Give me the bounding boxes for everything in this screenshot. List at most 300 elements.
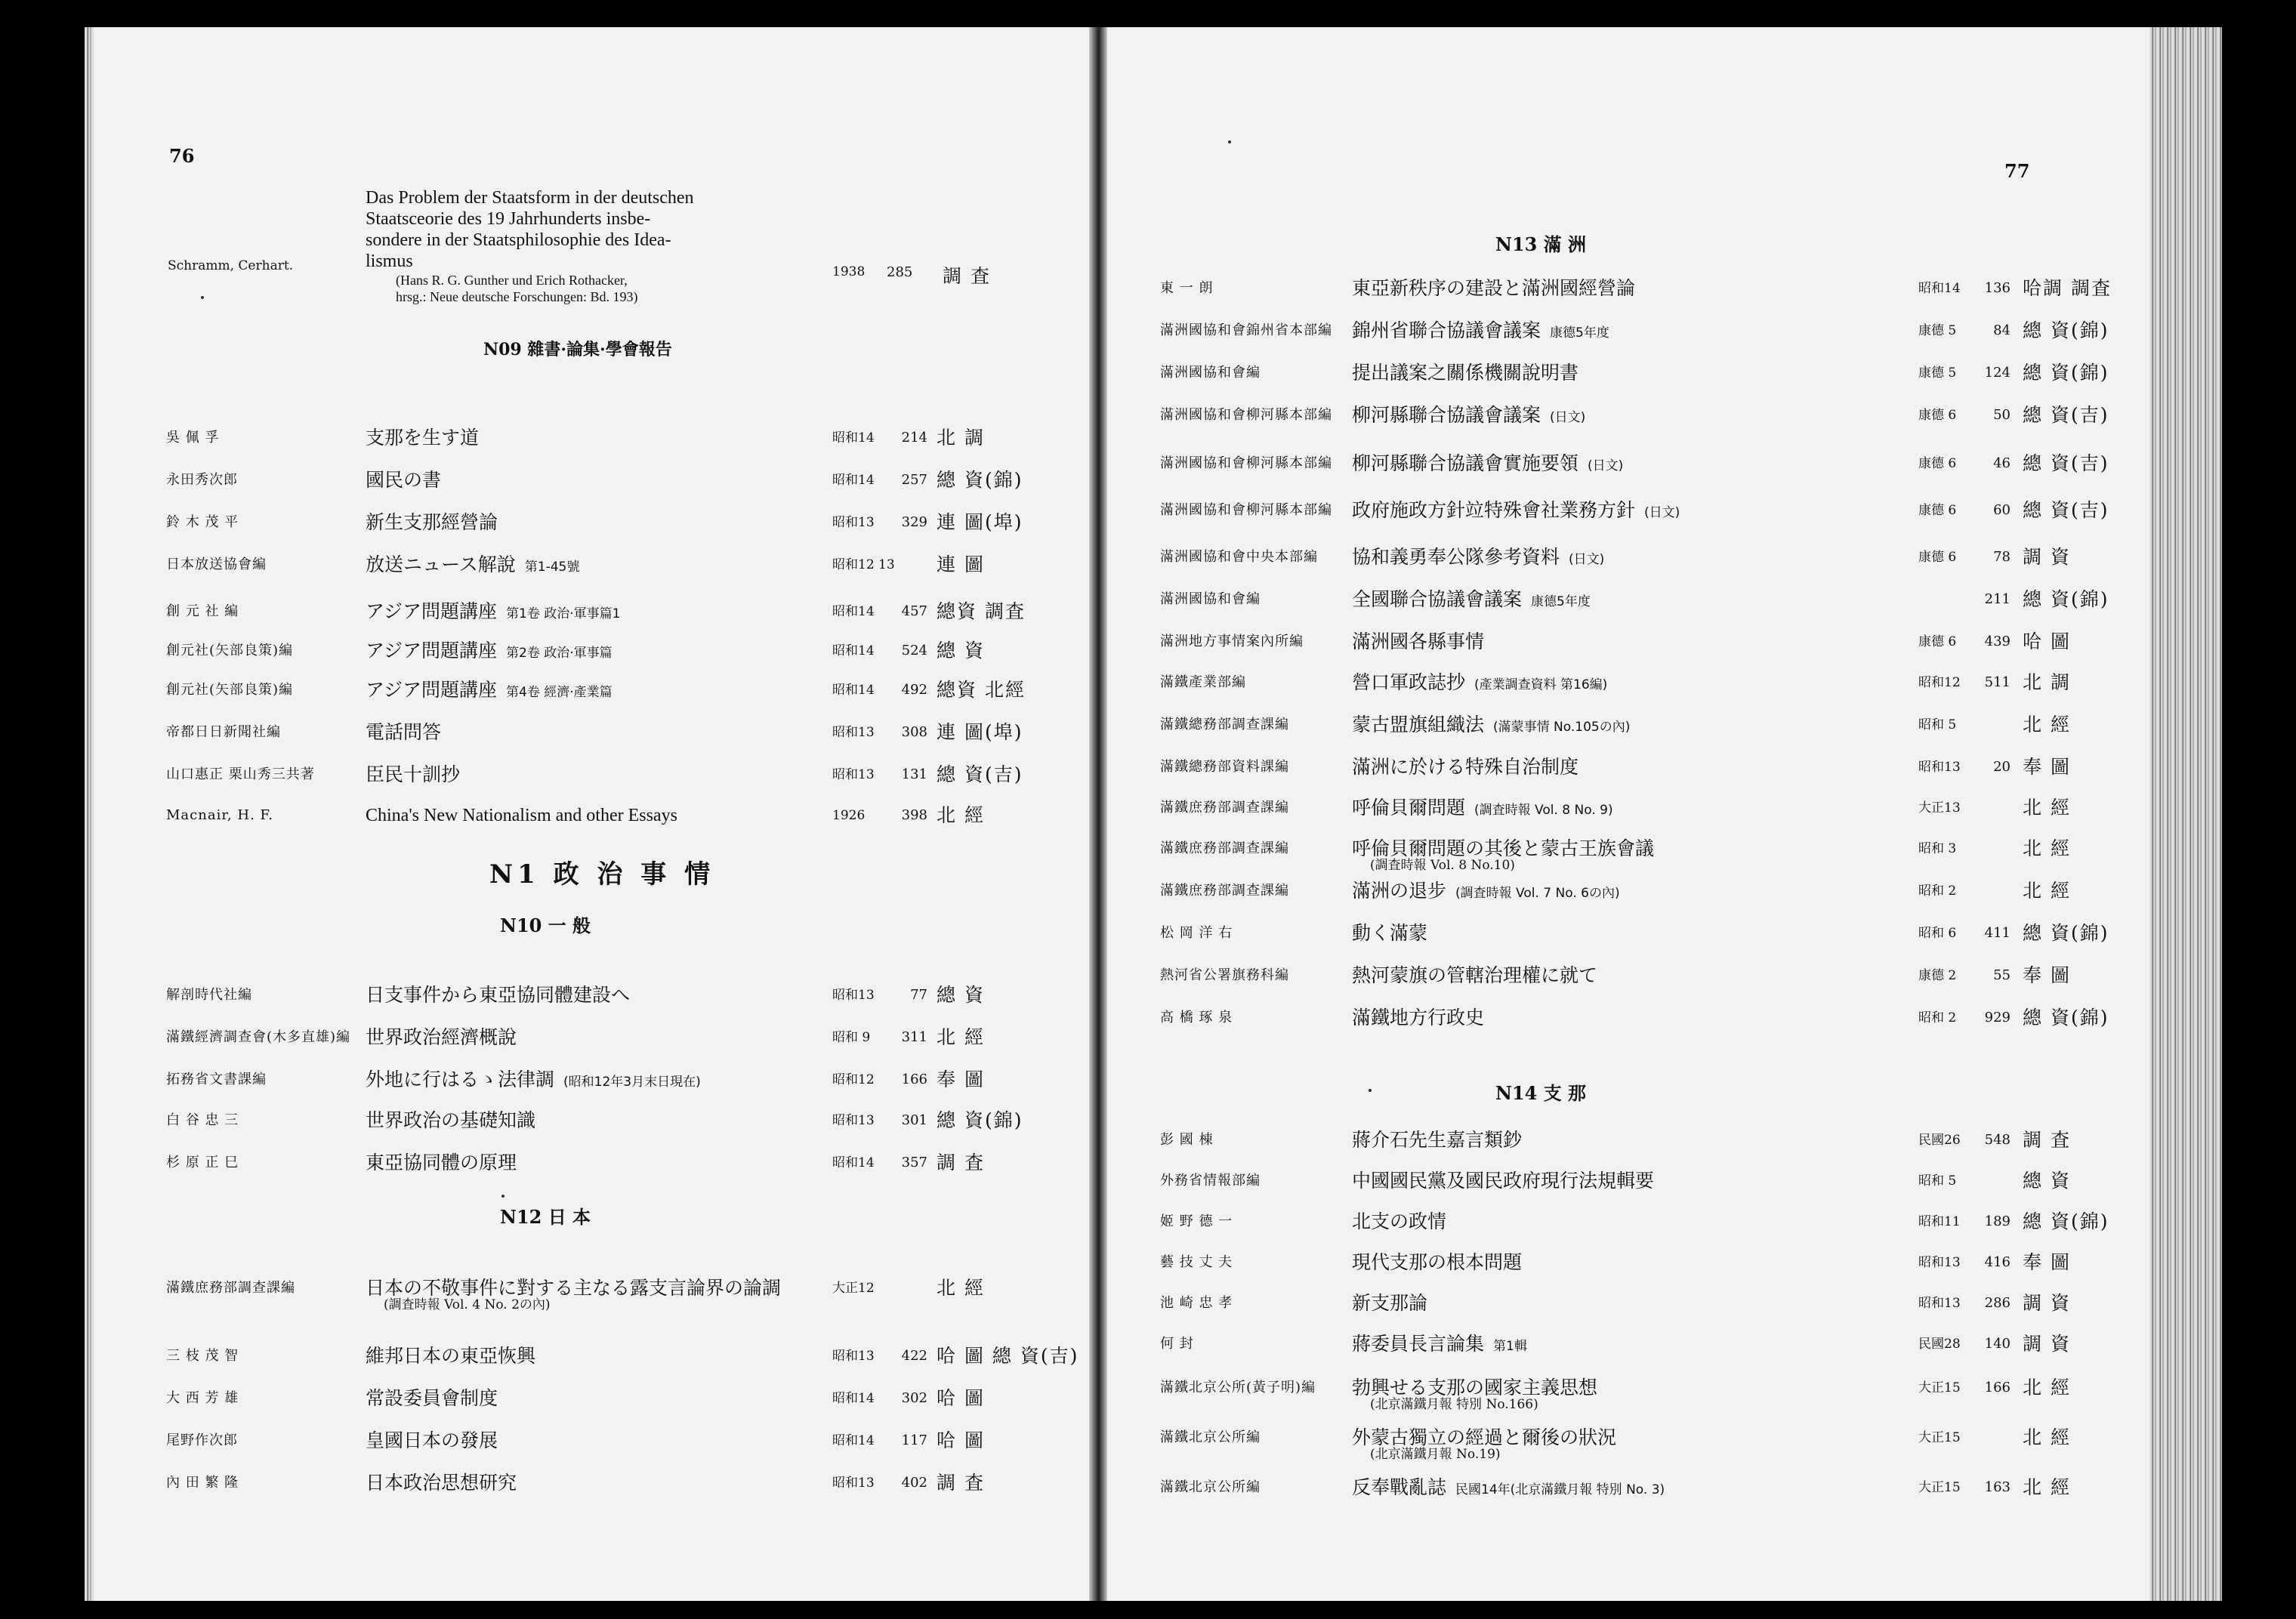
entry-pages: 55	[1993, 967, 2011, 983]
catalog-entry	[1160, 666, 2134, 699]
entry-author: 滿鐵總務部資料課編	[1160, 759, 1289, 775]
entry-location: 哈 圖	[2023, 631, 2071, 652]
entry-year: 昭和12	[832, 1072, 875, 1087]
entry-pages: 285	[887, 264, 913, 280]
entry-location: 總 資(錦)	[2023, 588, 2109, 610]
entry-location: 奉 圖	[2023, 756, 2071, 778]
entry-year: 昭和 9	[832, 1030, 871, 1045]
entry-author: 滿洲國協和會編	[1160, 591, 1261, 607]
entry-title: 電話問答	[366, 721, 442, 743]
catalog-entry	[1160, 625, 2134, 658]
entry-title: 臣民十訓抄	[366, 763, 461, 785]
entry-title: アジア問題講座 第4卷 經濟·產業篇	[366, 679, 613, 701]
catalog-entry	[166, 1021, 1072, 1054]
entry-author: 滿鐵北京公所編	[1160, 1429, 1261, 1445]
entry-title	[366, 187, 694, 305]
entry-pages: 189	[1984, 1213, 2011, 1229]
entry-title: 協和義勇奉公隊參考資料 (日文)	[1352, 546, 1605, 568]
entry-location: 連 圖(埠)	[937, 721, 1023, 743]
entry-year: 大正15	[1918, 1380, 1961, 1395]
entry-title: 呼倫貝爾問題 (調査時報 Vol. 8 No. 9)	[1352, 797, 1613, 819]
entry-title: 支那を生す道	[366, 427, 480, 449]
entry-subtitle: (調査時報 Vol. 8 No.10)	[1370, 858, 1515, 873]
entry-title: 放送ニュース解說 第1-45號	[366, 554, 580, 575]
entry-title-line: sondere in der Staatsphilosophie des Idea-	[366, 230, 671, 250]
catalog-entry	[1160, 494, 2134, 527]
catalog-entry	[166, 716, 1072, 749]
book-gutter	[1089, 27, 1107, 1601]
entry-location: 北 經	[937, 1277, 985, 1299]
page-number-left: 76	[169, 145, 195, 167]
entry-author: Macnair, H. F.	[166, 807, 273, 823]
entry-title: 滿洲國各縣事情	[1352, 631, 1485, 652]
entry-year: 1938	[832, 264, 866, 279]
catalog-entry	[1160, 1124, 2134, 1157]
entry-author: 高 橋 琢 泉	[1160, 1010, 1233, 1025]
catalog-entry	[166, 1104, 1072, 1137]
entry-year: 昭和14	[832, 473, 875, 488]
entry-title: 世界政治經濟概說	[366, 1026, 517, 1048]
catalog-entry	[166, 421, 1072, 455]
entry-pages: 77	[910, 987, 927, 1003]
entry-title: 日本政治思想研究	[366, 1472, 517, 1494]
section-heading: N12 日 本	[500, 1206, 591, 1228]
right-page	[1107, 27, 2149, 1601]
entry-location: 北 經	[937, 1026, 985, 1048]
entry-year: 昭和14	[832, 1391, 875, 1406]
entry-location: 總 資(錦)	[2023, 922, 2109, 944]
catalog-entry	[166, 1063, 1072, 1096]
entry-year: 昭和 2	[1918, 884, 1957, 899]
catalog-entry	[1160, 832, 2134, 873]
entry-year: 大正12	[832, 1281, 875, 1296]
entry-author: 杉 原 正 巳	[166, 1155, 239, 1170]
entry-year: 昭和14	[832, 604, 875, 619]
entry-year: 康德 5	[1918, 323, 1957, 338]
entry-pages: 78	[1993, 549, 2011, 565]
entry-pages: 492	[901, 682, 927, 698]
entry-author: 池 崎 忠 孝	[1160, 1295, 1233, 1311]
catalog-entry	[1160, 272, 2134, 305]
entry-year: 康德 6	[1918, 550, 1957, 565]
entry-pages: 422	[901, 1348, 927, 1364]
entry-title: アジア問題講座 第2卷 政治·軍事篇	[366, 640, 613, 661]
entry-pages: 311	[901, 1029, 927, 1045]
entry-subtitle: (調査時報 Vol. 4 No. 2の內)	[384, 1297, 551, 1312]
catalog-entry	[1160, 917, 2134, 950]
entry-location: 哈 圖	[937, 1429, 985, 1451]
entry-location: 調 資	[2023, 546, 2071, 568]
entry-title: 國民の書	[366, 469, 442, 491]
entry-location: 北 經	[2023, 797, 2071, 819]
entry-title: 皇國日本の發展	[366, 1429, 498, 1451]
entry-author: 內 田 繁 隆	[166, 1475, 239, 1491]
entry-title: 全國聯合協議會議案 康德5年度	[1352, 588, 1591, 610]
entry-title: 新生支那經營論	[366, 511, 498, 533]
entry-location: 調 査	[937, 1152, 985, 1173]
page-number-right: 77	[2004, 160, 2030, 182]
entry-pages: 214	[901, 430, 927, 446]
entry-author: 姬 野 德 一	[1160, 1213, 1233, 1229]
entry-year: 康德 2	[1918, 968, 1957, 983]
entry-title: 蒙古盟旗組織法 (滿蒙事情 No.105の內)	[1352, 714, 1631, 735]
entry-author: 拓務省文書課編	[166, 1072, 267, 1087]
entry-year: 大正15	[1918, 1480, 1961, 1495]
entry-year: 昭和14	[832, 643, 875, 658]
entry-author: 解剖時代社編	[166, 987, 252, 1003]
entry-title: 東亞協同體の原理	[366, 1152, 517, 1173]
entry-year: 大正15	[1918, 1430, 1961, 1445]
entry-title: 提出議案之關係機關說明書	[1352, 362, 1579, 384]
entry-author: 白 谷 忠 三	[166, 1112, 239, 1128]
catalog-entry	[166, 1466, 1072, 1500]
catalog-entry	[1160, 1328, 2134, 1361]
entry-year: 昭和13	[832, 1349, 875, 1364]
entry-pages: 308	[901, 724, 927, 740]
entry-year: 昭和12 13	[832, 557, 895, 572]
entry-pages: 131	[901, 766, 927, 782]
entry-author: 創元社(矢部良策)編	[166, 682, 294, 698]
entry-title: 勃興せる支那の國家主義思想	[1352, 1377, 1598, 1399]
entry-author: 松 岡 洋 右	[1160, 925, 1233, 941]
entry-author: 何 封	[1160, 1336, 1194, 1352]
entry-pages: 548	[1984, 1132, 2011, 1148]
entry-year: 昭和 2	[1918, 1010, 1957, 1025]
entry-note: (滿蒙事情 No.105の內)	[1493, 720, 1631, 735]
entry-location: 調 資	[2023, 1333, 2071, 1355]
entry-title: 滿鐵地方行政史	[1352, 1007, 1485, 1028]
entry-location: 連 圖(埠)	[937, 511, 1023, 533]
entry-note: 第2卷 政治·軍事篇	[506, 646, 613, 661]
entry-location: 總資 調査	[937, 600, 1026, 622]
entry-pages: 457	[901, 603, 927, 619]
catalog-entry	[1160, 541, 2134, 574]
catalog-entry	[1160, 1471, 2134, 1504]
entry-title: アジア問題講座 第1卷 政治·軍事篇1	[366, 600, 621, 622]
entry-year: 昭和13	[832, 767, 875, 782]
catalog-entry	[1160, 314, 2134, 347]
left-page	[94, 27, 1089, 1601]
entry-author: 滿洲國協和會編	[1160, 365, 1261, 381]
entry-title: 政府施政方針竝特殊會社業務方針 (日文)	[1352, 499, 1680, 521]
entry-pages: 124	[1984, 365, 2011, 381]
entry-location: 總 資(吉)	[937, 763, 1023, 785]
entry-title: 東亞新秩序の建設と滿洲國經營論	[1352, 277, 1636, 299]
major-heading: N1 政 治 事 情	[489, 859, 715, 890]
entry-location: 北 經	[2023, 1377, 2071, 1399]
entry-pages: 929	[1984, 1010, 2011, 1025]
entry-location: 總 資(吉)	[2023, 452, 2109, 474]
entry-author: 滿鐵產業部編	[1160, 674, 1246, 690]
entry-pages: 301	[901, 1112, 927, 1128]
entry-note: 第1-45號	[524, 560, 580, 575]
entry-year: 昭和11	[1918, 1214, 1961, 1229]
entry-note: (日文)	[1569, 552, 1605, 567]
entry-note: 第4卷 經濟·產業篇	[506, 685, 613, 700]
catalog-entry	[1160, 356, 2134, 390]
entry-location: 總 資(吉)	[2023, 404, 2109, 426]
entry-author: 滿鐵總務部調查課編	[1160, 717, 1289, 732]
entry-pages: 439	[1984, 634, 2011, 649]
catalog-entry	[166, 758, 1072, 791]
catalog-entry	[166, 1424, 1072, 1457]
catalog-entry	[1160, 1246, 2134, 1279]
entry-title: 新支那論	[1352, 1292, 1428, 1314]
entry-pages: 416	[1984, 1254, 2011, 1270]
entry-year: 昭和 5	[1918, 1173, 1957, 1189]
entry-author: 滿鐵庶務部調查課編	[1160, 883, 1289, 899]
page-edge-right	[2149, 27, 2222, 1601]
entry-location: 總 資(錦)	[2023, 1210, 2109, 1232]
entry-pages: 329	[901, 514, 927, 530]
entry-title: 日本の不敬事件に對する主なる露支言論界の論調	[366, 1277, 782, 1299]
entry-year: 昭和 5	[1918, 717, 1957, 732]
entry-location: 北 經	[937, 804, 985, 826]
entry-note: (日文)	[1588, 458, 1624, 473]
entry-author: 吳 佩 孚	[166, 430, 220, 446]
entry-note: (日文)	[1550, 410, 1586, 425]
entry-location: 總 資(錦)	[2023, 362, 2109, 384]
entry-pages: 357	[901, 1155, 927, 1170]
entry-author: 尾野作次郎	[166, 1432, 238, 1448]
catalog-entry	[1160, 583, 2134, 616]
entry-year: 昭和13	[832, 515, 875, 530]
catalog-entry	[1160, 708, 2134, 742]
entry-author: 山口惠正 栗山秀三共著	[166, 766, 315, 782]
entry-pages: 60	[1993, 502, 2011, 518]
entry-location: 總 資(吉)	[2023, 499, 2109, 521]
catalog-entry	[166, 1146, 1072, 1180]
catalog-entry	[1160, 1001, 2134, 1035]
print-speck	[201, 296, 204, 299]
entry-location: 總 資(錦)	[2023, 1007, 2109, 1028]
entry-author: 鈴 木 茂 平	[166, 514, 239, 530]
catalog-entry	[166, 506, 1072, 539]
entry-author: 大 西 芳 雄	[166, 1390, 239, 1406]
entry-pages: 411	[1984, 925, 2011, 941]
entry-year: 1926	[832, 808, 866, 823]
entry-note: 第1輯	[1493, 1339, 1527, 1354]
entry-author: 滿洲國協和會柳河縣本部編	[1160, 455, 1332, 471]
entry-title-line: Staatsceorie des 19 Jahrhunderts insbe-	[366, 209, 651, 229]
entry-pages: 117	[901, 1432, 927, 1448]
entry-year: 昭和14	[1918, 281, 1961, 296]
entry-location: 奉 圖	[2023, 1251, 2071, 1273]
entry-location: 連 圖	[937, 554, 985, 575]
entry-title: 滿洲に於ける特殊自治制度	[1352, 756, 1579, 778]
catalog-entry	[166, 799, 1072, 832]
entry-author: 外務省情報部編	[1160, 1173, 1261, 1189]
entry-title: 日支事件から東亞協同體建設へ	[366, 984, 631, 1006]
entry-author: 滿洲國協和會柳河縣本部編	[1160, 407, 1332, 423]
entry-author: 日本放送協會編	[166, 557, 267, 572]
entry-title: 蔣介石先生嘉言類鈔	[1352, 1129, 1523, 1151]
entry-note: 康德5年度	[1531, 594, 1591, 609]
entry-pages: 211	[1984, 591, 2011, 607]
entry-location: 總 資	[2023, 1170, 2071, 1192]
section-heading: N09 雜書·論集·學會報告	[483, 340, 672, 359]
entry-subtitle: (北京滿鐵月報 特別 No.166)	[1370, 1397, 1538, 1412]
entry-author: Schramm, Cerhart.	[168, 258, 294, 273]
catalog-entry	[166, 595, 1072, 628]
entry-location: 哈調 調査	[2023, 277, 2112, 299]
entry-location: 總資 北經	[937, 679, 1026, 701]
entry-year: 大正13	[1918, 800, 1961, 816]
entry-pages: 50	[1993, 407, 2011, 423]
entry-pages: 302	[901, 1390, 927, 1406]
entry-year: 昭和13	[832, 1113, 875, 1128]
entry-location: 總 資	[937, 984, 985, 1006]
entry-location: 調 査	[937, 1472, 985, 1494]
entry-year: 昭和14	[832, 430, 875, 446]
entry-location: 調 資	[2023, 1292, 2071, 1314]
entry-title: 外蒙古獨立の經過と爾後の狀況	[1352, 1426, 1617, 1448]
entry-pages: 286	[1984, 1295, 2011, 1311]
section-heading: N13 滿 洲	[1495, 233, 1587, 255]
entry-year: 民國26	[1918, 1133, 1961, 1148]
entry-author: 滿鐵經濟調查會(木多直雄)編	[166, 1029, 351, 1045]
entry-year: 昭和13	[832, 1476, 875, 1491]
entry-pages: 524	[901, 643, 927, 658]
entry-year: 昭和13	[1918, 760, 1961, 775]
entry-author: 熱河省公署旗務科編	[1160, 967, 1289, 983]
catalog-entry	[1160, 751, 2134, 784]
entry-year: 昭和13	[832, 988, 875, 1003]
entry-title: 現代支那の根本問題	[1352, 1251, 1523, 1273]
entry-year: 昭和 3	[1918, 841, 1957, 856]
entry-year: 昭和13	[1918, 1296, 1961, 1311]
entry-author: 滿洲國協和會中央本部編	[1160, 549, 1318, 565]
entry-author: 滿鐵北京公所編	[1160, 1479, 1261, 1495]
entry-pages: 46	[1993, 455, 2011, 471]
catalog-entry	[1160, 1205, 2134, 1238]
entry-author: 滿鐵北京公所(黃子明)編	[1160, 1380, 1316, 1395]
entry-location: 總 資(錦)	[937, 1109, 1023, 1131]
entry-pages: 166	[901, 1072, 927, 1087]
section-heading: N10 一 般	[500, 914, 591, 936]
entry-author: 滿洲國協和會錦州省本部編	[1160, 322, 1332, 338]
catalog-entry	[166, 548, 1072, 581]
entry-location: 北 經	[2023, 837, 2071, 859]
catalog-entry	[1160, 874, 2134, 908]
catalog-entry	[1160, 959, 2134, 992]
entry-year: 康德 5	[1918, 365, 1957, 381]
entry-location: 總 資(錦)	[937, 469, 1023, 491]
entry-location: 哈 圖	[937, 1387, 985, 1409]
entry-location: 北 經	[2023, 1426, 2071, 1448]
entry-pages: 20	[1993, 759, 2011, 775]
entry-title: 熱河蒙旗の管轄治理權に就て	[1352, 964, 1598, 986]
entry-pages: 511	[1984, 674, 2011, 690]
catalog-entry	[166, 1382, 1072, 1415]
entry-title: 北支の政情	[1352, 1210, 1447, 1232]
entry-author: 帝都日日新聞社編	[166, 724, 281, 740]
entry-year: 昭和14	[832, 1433, 875, 1448]
entry-note-line: (Hans R. G. Gunther und Erich Rothacker,	[396, 273, 628, 288]
entry-author: 滿洲地方事情案內所編	[1160, 634, 1304, 649]
section-heading: N14 支 那	[1495, 1082, 1587, 1104]
entry-note: (日文)	[1644, 505, 1680, 520]
entry-title-line: Das Problem der Staatsform in der deutschen	[366, 188, 694, 208]
entry-title: 柳河縣聯合協議會議案 (日文)	[1352, 404, 1586, 426]
entry-title: 柳河縣聯合協議會實施要領 (日文)	[1352, 452, 1624, 474]
catalog-entry	[1160, 1371, 2134, 1412]
entry-note: (產業調查資料 第16編)	[1474, 677, 1608, 692]
entry-location: 北 經	[2023, 714, 2071, 735]
entry-author: 彭 國 棟	[1160, 1132, 1214, 1148]
entry-pages: 257	[901, 472, 927, 488]
entry-title: 營口軍政誌抄 (產業調查資料 第16編)	[1352, 671, 1608, 693]
entry-year: 康德 6	[1918, 456, 1957, 471]
entry-pages: 163	[1984, 1479, 2011, 1495]
entry-note: (調査時報 Vol. 7 No. 6の內)	[1455, 886, 1620, 901]
entry-author: 創元社(矢部良策)編	[166, 643, 294, 658]
entry-note: (調査時報 Vol. 8 No. 9)	[1474, 803, 1613, 818]
catalog-entry	[1160, 1421, 2134, 1462]
entry-author: 滿鐵庶務部調查課編	[1160, 800, 1289, 816]
entry-year: 民國28	[1918, 1337, 1961, 1352]
catalog-entry	[1160, 447, 2134, 480]
entry-title: 錦州省聯合協議會議案 康德5年度	[1352, 319, 1609, 341]
entry-year: 昭和12	[1918, 675, 1961, 690]
catalog-entry	[166, 1340, 1079, 1373]
entry-location: 調 査	[2023, 1129, 2071, 1151]
entry-author: 創 元 社 編	[166, 603, 239, 619]
entry-author: 永田秀次郎	[166, 472, 238, 488]
entry-title: 動く滿蒙	[1352, 922, 1428, 944]
entry-location: 總 資	[937, 640, 985, 661]
entry-title: 呼倫貝爾問題の其後と蒙古王族會議	[1352, 837, 1655, 859]
catalog-entry	[166, 464, 1072, 497]
entry-title: 反奉戰亂誌 民國14年(北京滿鐵月報 特別 No. 3)	[1352, 1476, 1665, 1498]
entry-pages: 402	[901, 1475, 927, 1491]
entry-title: 常設委員會制度	[366, 1387, 498, 1409]
entry-year: 昭和13	[1918, 1255, 1961, 1270]
entry-author: 東 一 朗	[1160, 280, 1214, 296]
print-speck	[501, 1195, 505, 1198]
entry-pages: 84	[1993, 322, 2011, 338]
entry-note: 第1卷 政治·軍事篇1	[506, 606, 621, 621]
entry-note: 康德5年度	[1550, 325, 1609, 341]
print-speck	[1369, 1089, 1372, 1092]
entry-year: 康德 6	[1918, 503, 1957, 518]
entry-note: (昭和12年3月末日現在)	[563, 1075, 701, 1090]
print-speck	[1228, 140, 1231, 143]
catalog-entry	[166, 634, 1072, 668]
catalog-entry	[166, 674, 1072, 707]
entry-location: 奉 圖	[937, 1069, 985, 1090]
catalog-entry	[166, 1272, 1072, 1312]
catalog-entry	[1160, 399, 2134, 432]
entry-title: 世界政治の基礎知識	[366, 1109, 536, 1131]
entry-note-line: hrsg.: Neue deutsche Forschungen: Bd. 193)	[396, 289, 638, 304]
entry-title: China's New Nationalism and other Essays	[366, 806, 677, 825]
entry-pages: 136	[1984, 280, 2011, 296]
entry-location: 調 査	[943, 265, 991, 287]
entry-subtitle: (北京滿鐵月報 No.19)	[1370, 1447, 1501, 1462]
catalog-entry	[1160, 1164, 2134, 1198]
entry-location: 奉 圖	[2023, 964, 2071, 986]
catalog-entry	[1160, 791, 2134, 825]
entry-title: 滿洲の退步 (調査時報 Vol. 7 No. 6の內)	[1352, 880, 1620, 902]
entry-title: 中國國民黨及國民政府現行法規輯要	[1352, 1170, 1655, 1192]
entry-title-line: lismus	[366, 251, 413, 271]
entry-year: 昭和14	[832, 1155, 875, 1170]
entry-year: 昭和 6	[1918, 926, 1957, 941]
entry-title: 蔣委員長言論集 第1輯	[1352, 1333, 1527, 1355]
entry-author: 三 枝 茂 智	[166, 1348, 239, 1364]
entry-author: 滿洲國協和會柳河縣本部編	[1160, 502, 1332, 518]
